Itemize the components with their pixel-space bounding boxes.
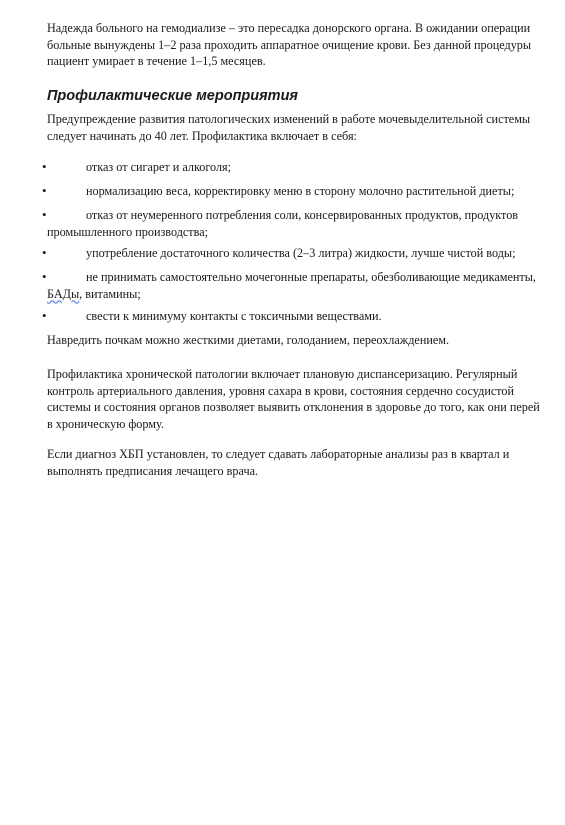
bullet-icon: •: [42, 207, 47, 222]
text-line: следует начинать до 40 лет. Профилактика включает в себя:: [47, 128, 357, 143]
diagnosis-paragraph: [47, 446, 565, 479]
list-item-text: не принимать самостоятельно мочегонные препараты, обезболивающие медикаменты,: [86, 270, 536, 284]
section-heading: Профилактические мероприятия: [47, 88, 298, 104]
lead-paragraph: [47, 111, 565, 144]
bullet-icon: •: [42, 308, 47, 323]
bullet-icon: •: [42, 245, 47, 260]
list-item-text-rest: , витамины;: [79, 286, 141, 301]
list-item-text-continued: промышленного производства;: [47, 224, 209, 239]
text-line: Профилактика хронической патологии включает плановую диспансеризацию. Регулярный: [47, 367, 518, 381]
text-line: пациент умирает в течение 1–1,5 месяцев.: [47, 54, 266, 68]
spellcheck-flagged-word[interactable]: БАДы: [47, 286, 80, 301]
text-line: выполнять предписания лечащего врача.: [47, 463, 259, 478]
list-item-text: отказ от неумеренного потребления соли, консервированных продуктов, продуктов: [86, 208, 519, 222]
list-item-text: нормализацию веса, корректировку меню в сторону молочно растительной диеты;: [86, 184, 515, 198]
bullet-icon: •: [42, 159, 47, 174]
list-item-text: употребление достаточного количества (2–3 литра) жидкости, лучше чистой воды;: [86, 246, 516, 260]
text-line: Надежда больного на гемодиализе – это пересадка донорского органа. В ожидании операции: [47, 21, 531, 35]
intro-paragraph: [47, 20, 565, 70]
text-line: Предупреждение развития патологических изменений в работе мочевыделительной системы: [47, 112, 531, 126]
text-line: Навредить почкам можно жесткими диетами, голоданием, переохлаждением.: [47, 333, 450, 347]
text-line: Если диагноз ХБП установлен, то следует сдавать лабораторные анализы раз в квартал и: [47, 447, 510, 461]
after-list-paragraph: [47, 332, 565, 349]
chronic-paragraph: [47, 366, 565, 432]
text-line: системы и состояния органов позволяет выявить отклонения в здоровье до того, как они перей: [47, 400, 540, 414]
list-item-text-continued: [47, 286, 141, 303]
bullet-icon: •: [42, 183, 47, 198]
text-line: в хроническую форму.: [47, 416, 164, 431]
text-line: контроль артериального давления, уровня сахара в крови, состояния сердечно сосудистой: [47, 383, 515, 398]
bullet-icon: •: [42, 269, 47, 284]
list-item-text: отказ от сигарет и алкоголя;: [86, 160, 232, 174]
text-line: больные вынуждены 1–2 раза проходить аппаратное очищение крови. Без данной процедуры: [47, 37, 532, 52]
list-item-text: свести к минимуму контакты с токсичными веществами.: [86, 309, 382, 323]
